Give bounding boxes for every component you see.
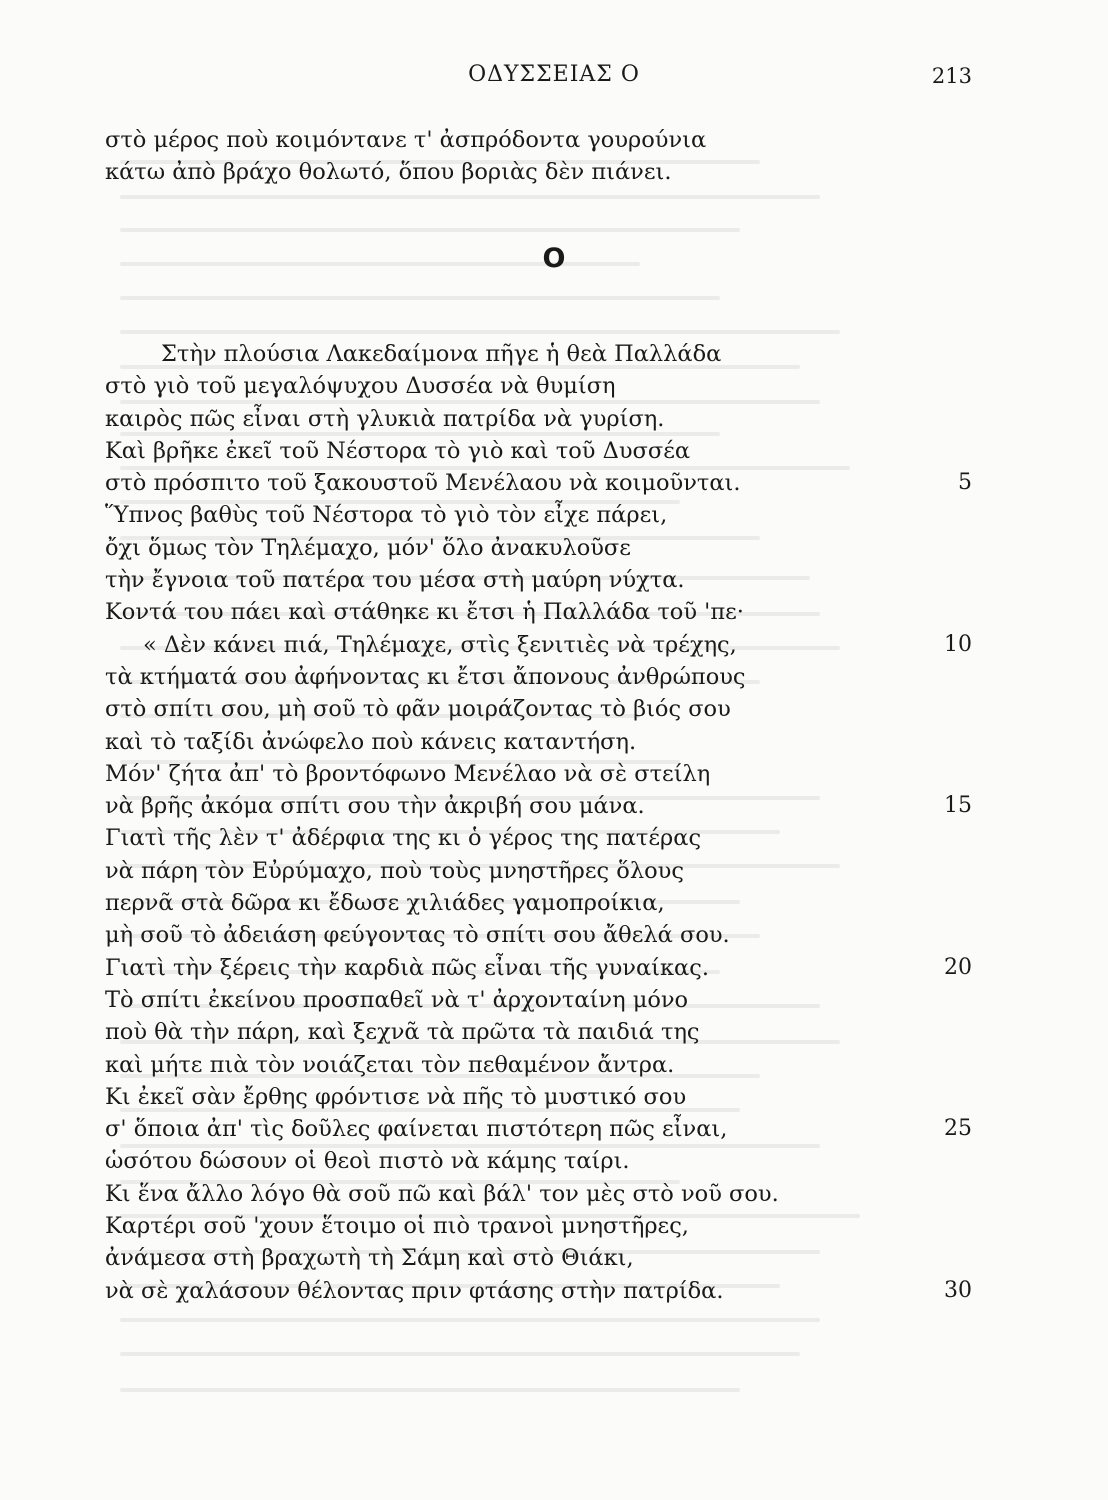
verse-line: τὰ κτήματά σου ἀφήνοντας κι ἔτσι ἄπονους ἀνθρώπους — [105, 663, 746, 690]
verse-line: ὡσότου δώσουν οἱ θεοὶ πιστὸ νὰ κάμης ταίρι. — [105, 1148, 630, 1175]
running-title: ΟΔΥΣΣΕΙΑΣ Ο — [468, 62, 640, 87]
verse-line: Κοντά του πάει καὶ στάθηκε κι ἔτσι ἡ Παλλάδα τοῦ 'πε· — [105, 599, 744, 626]
verse-line: καιρὸς πῶς εἶναι στὴ γλυκιὰ πατρίδα νὰ γυρίση. — [105, 405, 665, 432]
verse-line: Κι ἐκεῖ σὰν ἔρθης φρόντισε νὰ πῆς τὸ μυστικό σου — [105, 1083, 687, 1110]
verse-line: καὶ μήτε πιὰ τὸν νοιάζεται τὸν πεθαμένον ἄντρα. — [105, 1051, 675, 1078]
verse-line: Κι ἕνα ἄλλο λόγο θὰ σοῦ πῶ καὶ βάλ' τον μὲς στὸ νοῦ σου. — [105, 1180, 779, 1207]
verse-line: στὸ πρόσπιτο τοῦ ξακουστοῦ Μενέλαου νὰ κοιμοῦνται. — [105, 470, 741, 497]
verse-line: νὰ βρῆς ἀκόμα σπίτι σου τὴν ἀκριβή σου μάνα. — [105, 793, 645, 820]
verse-line: νὰ πάρη τὸν Εὐρύμαχο, ποὺ τοὺς μνηστῆρες ὅλους — [105, 857, 684, 884]
book-heading: Ο — [542, 243, 566, 274]
continuation-verses — [105, 124, 905, 189]
verse-line: τὴν ἔγνοια τοῦ πατέρα του μέσα στὴ μαύρη νύχτα. — [105, 567, 685, 594]
verse-line: στὸ γιὸ τοῦ μεγαλόψυχου Δυσσέα νὰ θυμίση — [105, 373, 616, 400]
verse-line: νὰ σὲ χαλάσουν θέλοντας πριν φτάσης στὴν πατρίδα. — [105, 1277, 724, 1304]
verse-line: Γιατὶ τὴν ξέρεις τὴν καρδιὰ πῶς εἶναι τῆς γυναίκας. — [105, 954, 709, 981]
verse-line: ἀνάμεσα στὴ βραχωτὴ τὴ Σάμη καὶ στὸ Θιάκι, — [105, 1245, 634, 1272]
line-number: 15 — [944, 793, 972, 819]
verse-line: Ὕπνος βαθὺς τοῦ Νέστορα τὸ γιὸ τὸν εἶχε πάρει, — [105, 502, 668, 529]
verse-line: ποὺ θὰ τὴν πάρη, καὶ ξεχνᾶ τὰ πρῶτα τὰ παιδιά της — [105, 1019, 700, 1046]
verse-line: Καρτέρι σοῦ 'χουν ἕτοιμο οἱ πιὸ τρανοὶ μνηστῆρες, — [105, 1213, 689, 1240]
verse-line: Μόν' ζήτα ἀπ' τὸ βροντόφωνο Μενέλαο νὰ σὲ στείλη — [105, 760, 711, 787]
line-number: 25 — [944, 1116, 972, 1142]
verse-line: περνᾶ στὰ δῶρα κι ἔδωσε χιλιάδες γαμοπροίκια, — [105, 890, 665, 917]
verse-line: Τὸ σπίτι ἐκείνου προσπαθεῖ νὰ τ' ἀρχονταίνη μόνο — [105, 986, 689, 1013]
verse-line: στὸ σπίτι σου, μὴ σοῦ τὸ φᾶν μοιράζοντας τὸ βιός σου — [105, 696, 731, 723]
line-number: 20 — [944, 954, 972, 980]
verse-line: Στὴν πλούσια Λακεδαίμονα πῆγε ἡ θεὰ Παλλάδα — [161, 341, 722, 367]
verse-line: « Δὲν κάνει πιά, Τηλέμαχε, στὶς ξενιτιὲς νὰ τρέχης, — [143, 631, 737, 658]
verse-line: στὸ μέρος ποὺ κοιμόντανε τ' ἀσπρόδοντα γουρούνια — [105, 127, 707, 153]
line-number: 5 — [958, 470, 972, 496]
page-number: 213 — [931, 64, 972, 88]
line-number: 10 — [944, 631, 972, 657]
verse-line: κάτω ἀπὸ βράχο θολωτό, ὅπου βοριὰς δὲν πιάνει. — [105, 159, 672, 186]
verse-line: Καὶ βρῆκε ἐκεῖ τοῦ Νέστορα τὸ γιὸ καὶ τοῦ Δυσσέα — [105, 437, 691, 464]
verse-line: καὶ τὸ ταξίδι ἀνώφελο ποὺ κάνεις καταντήση. — [105, 728, 637, 755]
verse-line: Γιατὶ τῆς λὲν τ' ἀδέρφια της κι ὁ γέρος της πατέρας — [105, 825, 702, 852]
verse-line: σ' ὅποια ἀπ' τὶς δοῦλες φαίνεται πιστότερη πῶς εἶναι, — [105, 1116, 728, 1143]
verse-line: ὄχι ὅμως τὸν Τηλέμαχο, μόν' ὅλο ἀνακυλοῦσε — [105, 534, 631, 561]
verse-line: μὴ σοῦ τὸ ἀδειάση φεύγοντας τὸ σπίτι σου ἄθελά σου. — [105, 922, 730, 949]
book-verses — [105, 338, 905, 1307]
line-number: 30 — [944, 1277, 972, 1303]
